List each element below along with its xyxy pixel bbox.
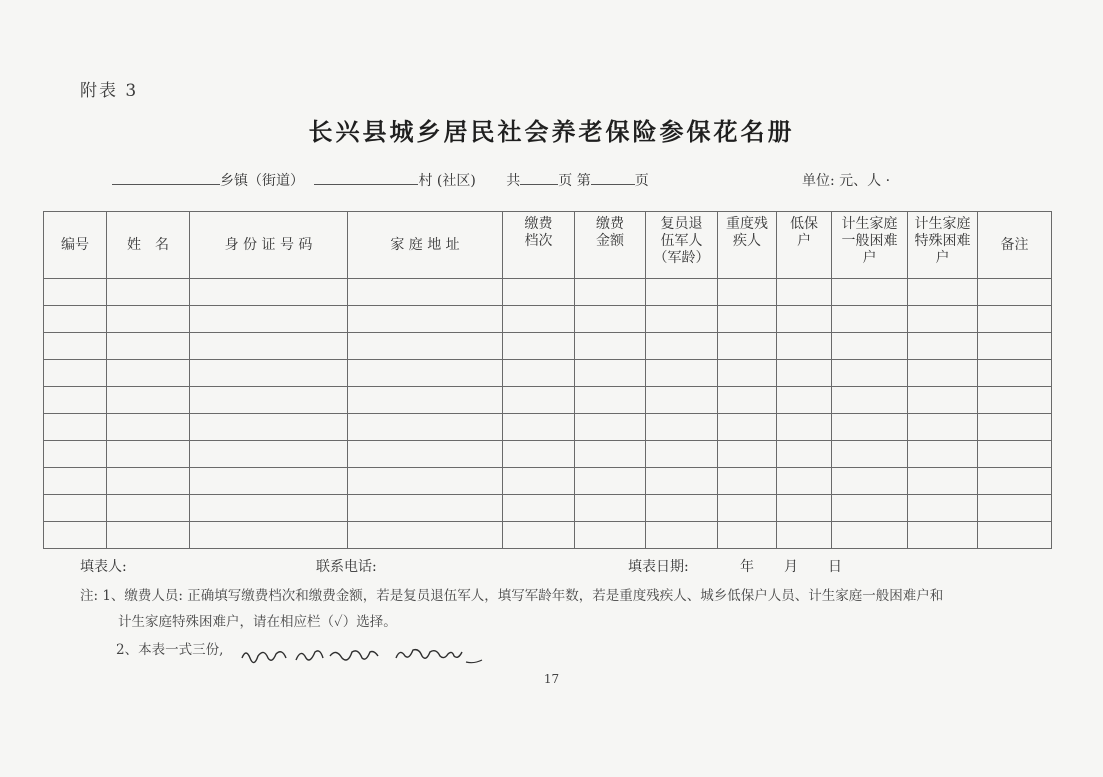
- table-cell[interactable]: [832, 387, 908, 414]
- table-cell[interactable]: [777, 441, 832, 468]
- table-cell[interactable]: [190, 387, 348, 414]
- table-cell[interactable]: [44, 306, 107, 333]
- table-cell[interactable]: [832, 360, 908, 387]
- date-label: 填表日期:: [628, 559, 689, 575]
- table-cell[interactable]: [777, 360, 832, 387]
- table-cell[interactable]: [908, 279, 978, 306]
- table-cell[interactable]: [718, 360, 777, 387]
- table-cell[interactable]: [978, 387, 1052, 414]
- column-header: [646, 212, 718, 279]
- filler-label: 填表人:: [80, 559, 127, 575]
- table-cell[interactable]: [646, 414, 718, 441]
- table-cell[interactable]: [348, 387, 503, 414]
- column-header-line: （军龄）: [653, 250, 710, 266]
- column-header-line: 特殊困难: [914, 233, 971, 249]
- column-header-line: 户: [935, 250, 950, 266]
- table-cell[interactable]: [575, 279, 646, 306]
- total-label: 共: [506, 173, 521, 189]
- table-cell[interactable]: [908, 468, 978, 495]
- column-header: [575, 212, 646, 279]
- table-cell[interactable]: [107, 279, 190, 306]
- table-cell[interactable]: [908, 387, 978, 414]
- table-cell[interactable]: [190, 468, 348, 495]
- table-cell[interactable]: [107, 468, 190, 495]
- table-cell[interactable]: [978, 306, 1052, 333]
- table-cell[interactable]: [107, 360, 190, 387]
- table-cell[interactable]: [777, 279, 832, 306]
- table-cell[interactable]: [348, 333, 503, 360]
- table-cell[interactable]: [503, 306, 575, 333]
- table-cell[interactable]: [44, 333, 107, 360]
- table-cell[interactable]: [190, 441, 348, 468]
- unit-label: 单位: 元、人 ·: [802, 173, 891, 189]
- page-number-blank: [591, 170, 635, 185]
- township-blank: [112, 170, 220, 185]
- table-cell[interactable]: [646, 468, 718, 495]
- table-cell[interactable]: [718, 414, 777, 441]
- table-row: [44, 414, 1052, 441]
- village-blank: [314, 170, 418, 185]
- table-cell[interactable]: [646, 387, 718, 414]
- table-cell[interactable]: [190, 279, 348, 306]
- column-header: [190, 212, 348, 279]
- table-cell[interactable]: [348, 441, 503, 468]
- table-cell[interactable]: [348, 414, 503, 441]
- table-cell[interactable]: [190, 414, 348, 441]
- village-label: 村 (社区): [418, 173, 476, 189]
- table-cell[interactable]: [575, 387, 646, 414]
- page-title: 长兴县城乡居民社会养老保险参保花名册: [308, 117, 795, 146]
- table-cell[interactable]: [908, 441, 978, 468]
- table-cell[interactable]: [646, 306, 718, 333]
- column-header-line: 重度残: [726, 216, 768, 232]
- table-cell[interactable]: [646, 360, 718, 387]
- phone-label: 联系电话:: [316, 559, 377, 575]
- column-header: [908, 212, 978, 279]
- township-label: 乡镇（街道）: [220, 173, 304, 189]
- table-cell[interactable]: [908, 333, 978, 360]
- table-cell[interactable]: [978, 441, 1052, 468]
- table-cell[interactable]: [777, 495, 832, 522]
- column-header: [777, 212, 832, 279]
- page-number: 17: [543, 672, 560, 686]
- table-cell[interactable]: [348, 279, 503, 306]
- column-header-line: 编号: [61, 236, 89, 253]
- table-cell[interactable]: [908, 522, 978, 549]
- table-cell[interactable]: [503, 387, 575, 414]
- table-cell[interactable]: [777, 522, 832, 549]
- table-cell[interactable]: [575, 414, 646, 441]
- column-header-line: 缴费: [596, 216, 624, 232]
- column-header-line: 档次: [524, 233, 553, 249]
- table-row: [44, 360, 1052, 387]
- table-cell[interactable]: [908, 414, 978, 441]
- column-header-line: 一般困难: [841, 233, 898, 249]
- table-cell[interactable]: [718, 279, 777, 306]
- table-cell[interactable]: [107, 333, 190, 360]
- table-cell[interactable]: [190, 360, 348, 387]
- table-cell[interactable]: [832, 441, 908, 468]
- table-cell[interactable]: [503, 414, 575, 441]
- table-cell[interactable]: [575, 441, 646, 468]
- table-cell[interactable]: [908, 360, 978, 387]
- table-cell[interactable]: [575, 468, 646, 495]
- table-cell[interactable]: [107, 495, 190, 522]
- table-cell[interactable]: [832, 306, 908, 333]
- table-cell[interactable]: [190, 522, 348, 549]
- table-row: [44, 387, 1052, 414]
- page-label: 页 第: [558, 173, 591, 189]
- table-cell[interactable]: [503, 441, 575, 468]
- table-cell[interactable]: [718, 333, 777, 360]
- table-cell[interactable]: [978, 333, 1052, 360]
- handwritten-annotation: [236, 640, 536, 670]
- column-header-line: 户: [797, 233, 811, 249]
- table-row: [44, 333, 1052, 360]
- column-header-line: 家 庭 地 址: [390, 236, 460, 253]
- column-header: [503, 212, 575, 279]
- roster-table: [43, 211, 1052, 549]
- table-cell[interactable]: [44, 468, 107, 495]
- table-cell[interactable]: [646, 522, 718, 549]
- table-row: [44, 495, 1052, 522]
- table-cell[interactable]: [777, 414, 832, 441]
- table-cell[interactable]: [190, 306, 348, 333]
- table-cell[interactable]: [832, 522, 908, 549]
- table-cell[interactable]: [44, 495, 107, 522]
- table-cell[interactable]: [718, 522, 777, 549]
- table-cell[interactable]: [908, 306, 978, 333]
- column-header-line: 户: [862, 250, 877, 266]
- table-cell[interactable]: [503, 522, 575, 549]
- column-header-line: 疾人: [733, 233, 761, 249]
- table-cell[interactable]: [718, 306, 777, 333]
- column-header-line: 缴费: [524, 216, 553, 232]
- table-cell[interactable]: [44, 387, 107, 414]
- table-cell[interactable]: [348, 522, 503, 549]
- day-label: 日: [828, 559, 842, 575]
- table-cell[interactable]: [44, 522, 107, 549]
- table-cell[interactable]: [718, 387, 777, 414]
- table-cell[interactable]: [348, 495, 503, 522]
- table-cell[interactable]: [646, 279, 718, 306]
- table-cell[interactable]: [908, 495, 978, 522]
- table-cell[interactable]: [503, 360, 575, 387]
- table-cell[interactable]: [978, 360, 1052, 387]
- note-line-3: 2、本表一式三份,: [116, 642, 224, 658]
- table-body: [44, 279, 1052, 549]
- column-header-line: 姓 名: [127, 236, 169, 253]
- table-cell[interactable]: [107, 441, 190, 468]
- table-cell[interactable]: [107, 306, 190, 333]
- total-pages-blank: [520, 170, 558, 185]
- month-label: 月: [784, 559, 798, 575]
- column-header-line: 计生家庭: [841, 216, 898, 232]
- column-header: [107, 212, 190, 279]
- table-cell[interactable]: [978, 279, 1052, 306]
- table-cell[interactable]: [107, 414, 190, 441]
- table-cell[interactable]: [718, 468, 777, 495]
- table-cell[interactable]: [44, 441, 107, 468]
- column-header-line: 计生家庭: [914, 216, 971, 232]
- note-line-1: 注: 1、缴费人员: 正确填写缴费档次和缴费金额，若是复员退伍军人，填写军龄年数，若是重度残疾人、城乡低保户人员、计生家庭一般困难户和: [80, 588, 944, 604]
- table-cell[interactable]: [978, 495, 1052, 522]
- column-header: [348, 212, 503, 279]
- table-cell[interactable]: [44, 279, 107, 306]
- table-cell[interactable]: [107, 387, 190, 414]
- table-cell[interactable]: [832, 333, 908, 360]
- table-cell[interactable]: [832, 495, 908, 522]
- table-cell[interactable]: [646, 495, 718, 522]
- column-header-line: 身 份 证 号 码: [224, 236, 313, 253]
- column-header-line: 低保: [790, 216, 818, 232]
- table-cell[interactable]: [978, 522, 1052, 549]
- table-row: [44, 468, 1052, 495]
- column-header: [832, 212, 908, 279]
- table-cell[interactable]: [646, 333, 718, 360]
- column-header: [718, 212, 777, 279]
- table-cell[interactable]: [777, 387, 832, 414]
- table-cell[interactable]: [832, 279, 908, 306]
- header-info-row: [112, 170, 1012, 190]
- table-cell[interactable]: [107, 522, 190, 549]
- table-cell[interactable]: [718, 441, 777, 468]
- page-end-label: 页: [634, 173, 649, 189]
- column-header-line: 伍军人: [660, 233, 703, 249]
- table-cell[interactable]: [832, 468, 908, 495]
- table-cell[interactable]: [978, 414, 1052, 441]
- table-row: [44, 306, 1052, 333]
- table-cell[interactable]: [978, 468, 1052, 495]
- table-row: [44, 441, 1052, 468]
- note-line-2: 计生家庭特殊困难户，请在相应栏（✓）选择。: [118, 614, 397, 630]
- table-cell[interactable]: [832, 414, 908, 441]
- table-cell[interactable]: [777, 468, 832, 495]
- year-label: 年: [740, 559, 754, 575]
- table-cell[interactable]: [646, 441, 718, 468]
- table-cell[interactable]: [575, 333, 646, 360]
- table-cell[interactable]: [575, 360, 646, 387]
- table-cell[interactable]: [190, 333, 348, 360]
- table-header-row: [44, 212, 1052, 279]
- table-cell[interactable]: [575, 306, 646, 333]
- attachment-label: 附表 3: [80, 81, 139, 101]
- table-cell[interactable]: [348, 306, 503, 333]
- table-cell[interactable]: [348, 360, 503, 387]
- table-cell[interactable]: [503, 333, 575, 360]
- column-header: [44, 212, 107, 279]
- table-cell[interactable]: [575, 522, 646, 549]
- table-cell[interactable]: [503, 495, 575, 522]
- table-cell[interactable]: [348, 468, 503, 495]
- table-row: [44, 522, 1052, 549]
- table-cell[interactable]: [44, 360, 107, 387]
- table-cell[interactable]: [44, 414, 107, 441]
- table-cell[interactable]: [575, 495, 646, 522]
- table-cell[interactable]: [190, 495, 348, 522]
- table-row: [44, 279, 1052, 306]
- column-header: [978, 212, 1052, 279]
- table-cell[interactable]: [503, 279, 575, 306]
- table-cell[interactable]: [777, 333, 832, 360]
- table-cell[interactable]: [718, 495, 777, 522]
- table-cell[interactable]: [503, 468, 575, 495]
- column-header-line: 备注: [1000, 236, 1029, 253]
- table-cell[interactable]: [777, 306, 832, 333]
- column-header-line: 复员退: [660, 216, 703, 232]
- column-header-line: 金额: [596, 233, 624, 249]
